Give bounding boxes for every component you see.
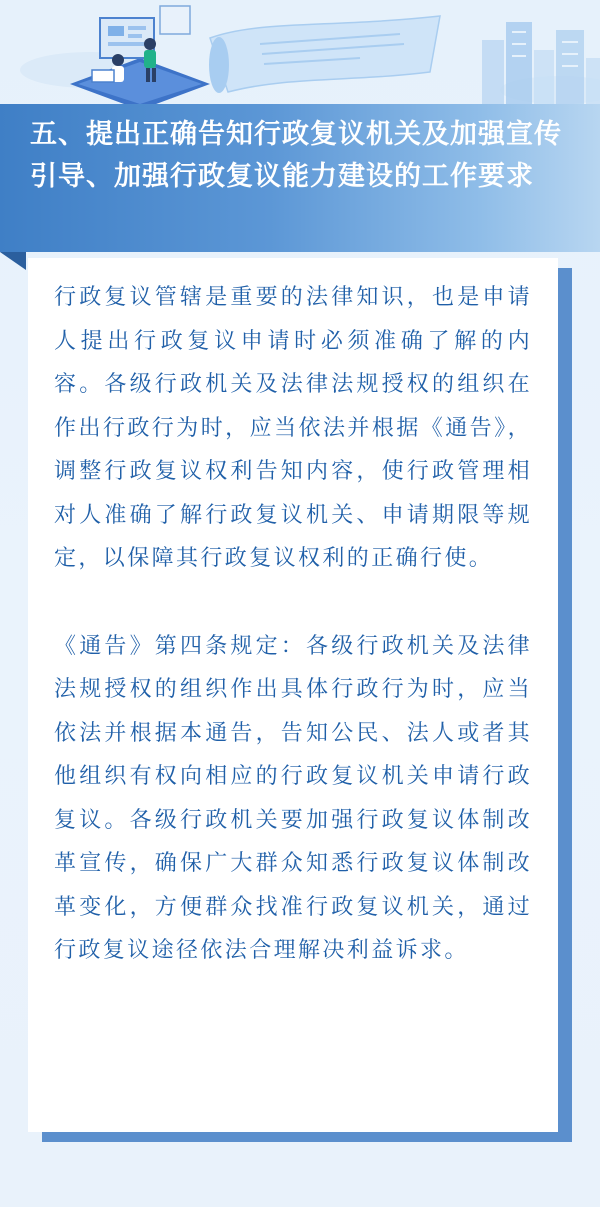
paragraph-article-four: 《通告》第四条规定：各级行政机关及法律法规授权的组织作出具体行政行为时，应当依法并根据本通告，告知公民、法人或者其他组织有权向相应的行政复议机关申请行政复议。各级行政机关要加强行政复议体制改革宣传，确保广大群众知悉行政复议体制改革变化，方便群众找准行政复议机关，通过行政复议途径依法合理解决利益诉求。 bbox=[54, 633, 532, 963]
paragraph-jurisdiction: 行政复议管辖是重要的法律知识，也是申请人提出行政复议申请时必须准确了解的内容。各级行政机关及法律法规授权的组织在作出行政行为时，应当依法并根据《通告》，调整行政复议权利告知内容，使行政管理相对人准确了解行政复议机关、申请期限等规定，以保障其行政复议权利的正确行使。 bbox=[54, 285, 532, 571]
banner-fold bbox=[0, 252, 26, 270]
content-card bbox=[28, 258, 558, 1132]
section-title: 五、提出正确告知行政复议机关及加强宣传引导、加强行政复议能力建设的工作要求 bbox=[30, 119, 562, 192]
paper-scroll-illustration bbox=[209, 16, 440, 93]
header-illustration bbox=[0, 0, 600, 110]
city-buildings-illustration bbox=[482, 22, 600, 110]
